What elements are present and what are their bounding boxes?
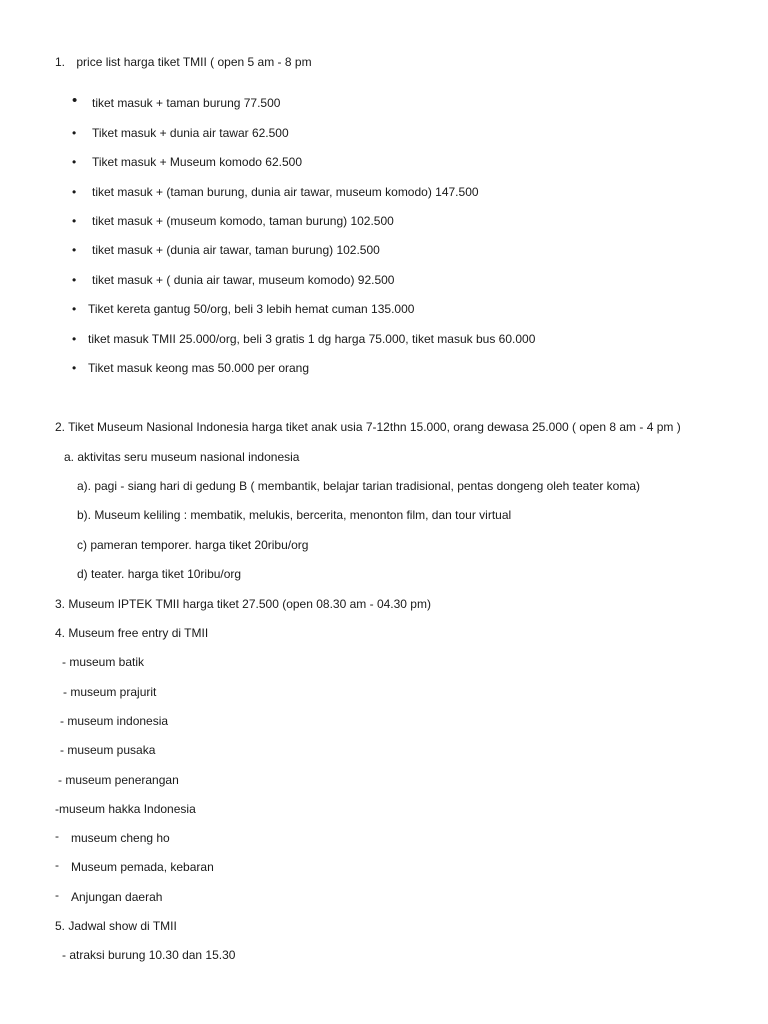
- section-1-number: 1.: [55, 55, 66, 69]
- list-item: tiket masuk + (dunia air tawar, taman burung) 102.500: [92, 243, 380, 257]
- list-item: - museum prajurit: [63, 685, 157, 699]
- dash-marker: -: [55, 888, 59, 902]
- list-item: Tiket masuk + dunia air tawar 62.500: [92, 126, 289, 140]
- list-item: tiket masuk + taman burung 77.500: [92, 96, 281, 110]
- section-2-heading: 2. Tiket Museum Nasional Indonesia harga tiket anak usia 7-12thn 15.000, orang dewasa 25.000 ( open 8 am - 4 pm ): [55, 420, 681, 434]
- bullet-dot: •: [72, 185, 77, 199]
- bullet-dot: •: [72, 273, 77, 287]
- bullet-dot: •: [72, 302, 77, 316]
- list-item: Museum pemada, kebaran: [71, 860, 214, 874]
- list-item: - atraksi burung 10.30 dan 15.30: [62, 948, 236, 962]
- list-item: tiket masuk + (museum komodo, taman burung) 102.500: [92, 214, 394, 228]
- list-item: tiket masuk + ( dunia air tawar, museum komodo) 92.500: [92, 273, 395, 287]
- section-1-heading: [55, 55, 312, 69]
- list-item: - museum pusaka: [60, 743, 156, 757]
- bullet-dot: •: [72, 332, 77, 346]
- list-item: Anjungan daerah: [71, 890, 163, 904]
- section-2-subheading: a. aktivitas seru museum nasional indonesia: [64, 450, 300, 464]
- section-1-heading-text: price list harga tiket TMII ( open 5 am - 8 pm: [76, 55, 312, 69]
- bullet-dot: •: [72, 361, 77, 375]
- list-item: tiket masuk + (taman burung, dunia air tawar, museum komodo) 147.500: [92, 185, 479, 199]
- dash-marker: -: [55, 858, 59, 872]
- bullet-dot: •: [72, 243, 77, 257]
- list-item: tiket masuk TMII 25.000/org, beli 3 gratis 1 dg harga 75.000, tiket masuk bus 60.000: [88, 332, 536, 346]
- bullet-dot: •: [72, 126, 77, 140]
- list-item: -museum hakka Indonesia: [55, 802, 196, 816]
- bullet-dot: •: [72, 92, 78, 109]
- list-item: Tiket masuk + Museum komodo 62.500: [92, 155, 302, 169]
- section-2-subitem: d) teater. harga tiket 10ribu/org: [77, 567, 242, 581]
- section-2-subitem: c) pameran temporer. harga tiket 20ribu/org: [77, 538, 309, 552]
- section-4-heading: 4. Museum free entry di TMII: [55, 626, 209, 640]
- section-2-subitem: a). pagi - siang hari di gedung B ( membantik, belajar tarian tradisional, pentas dongeng oleh teater koma): [77, 479, 640, 493]
- list-item: Tiket kereta gantug 50/org, beli 3 lebih hemat cuman 135.000: [88, 302, 415, 316]
- bullet-dot: •: [72, 214, 77, 228]
- list-item: Tiket masuk keong mas 50.000 per orang: [88, 361, 310, 375]
- list-item: - museum indonesia: [60, 714, 169, 728]
- section-5-heading: 5. Jadwal show di TMII: [55, 919, 177, 933]
- list-item: - museum batik: [62, 655, 145, 669]
- section-3-heading: 3. Museum IPTEK TMII harga tiket 27.500 (open 08.30 am - 04.30 pm): [55, 597, 431, 611]
- bullet-dot: •: [72, 155, 77, 169]
- dash-marker: -: [55, 829, 59, 843]
- list-item: museum cheng ho: [71, 831, 170, 845]
- list-item: - museum penerangan: [58, 773, 179, 787]
- section-2-subitem: b). Museum keliling : membatik, melukis, bercerita, menonton film, dan tour virtual: [77, 508, 512, 522]
